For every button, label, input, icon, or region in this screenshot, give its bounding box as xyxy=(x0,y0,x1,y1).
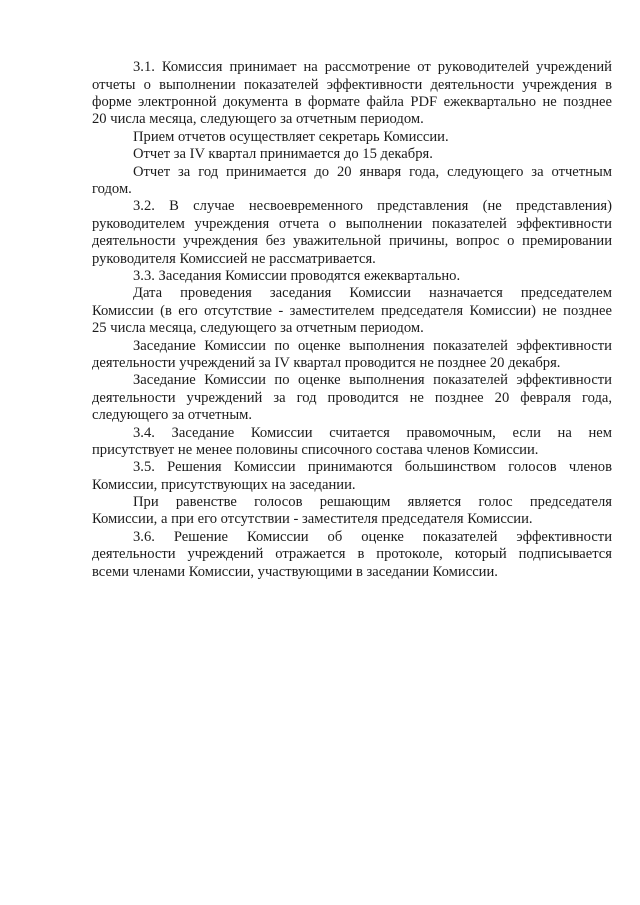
report-receipt-paragraph xyxy=(92,129,612,146)
text-line: 3.5. Решения Комиссии принимаются большинством голосов членов xyxy=(133,459,612,476)
tie-vote-paragraph xyxy=(92,494,612,529)
annual-meeting-paragraph xyxy=(92,372,612,424)
text-line: руководителя Комиссией не рассматривается. xyxy=(92,250,376,267)
text-line: Заседание Комиссии по оценке выполнения показателей эффективности xyxy=(133,337,612,354)
annual-report-deadline-paragraph xyxy=(92,164,612,199)
text-line: Комиссии (в его отсутствие - заместителем председателя Комиссии) не позднее xyxy=(92,302,612,319)
text-line: Комиссии, а при его отсутствии - заместителя председателя Комиссии. xyxy=(92,511,533,528)
text-line: 3.4. Заседание Комиссии считается правомочным, если на нем xyxy=(133,424,612,441)
clause-3-2-paragraph xyxy=(92,198,612,268)
text-line: Дата проведения заседания Комиссии назначается председателем xyxy=(133,285,612,302)
text-line: годом. xyxy=(92,181,132,198)
text-line: форме электронной документа в формате файла PDF ежеквартально не позднее xyxy=(92,94,612,111)
text-line: следующего за отчетным. xyxy=(92,407,253,424)
document-body xyxy=(92,59,612,581)
text-line: 3.1. Комиссия принимает на рассмотрение от руководителей учреждений xyxy=(133,59,612,76)
text-line: Отчет за IV квартал принимается до 15 декабря. xyxy=(133,146,433,163)
clause-3-6-paragraph xyxy=(92,529,612,581)
clause-3-5-paragraph xyxy=(92,459,612,494)
text-line: 3.6. Решение Комиссии об оценке показателей эффективности xyxy=(133,528,612,545)
text-line: всеми членами Комиссии, участвующими в заседании Комиссии. xyxy=(92,563,498,580)
text-line: 20 числа месяца, следующего за отчетным периодом. xyxy=(92,111,424,128)
q4-report-deadline-paragraph xyxy=(92,146,612,163)
text-line: деятельности учреждений отражается в протоколе, который подписывается xyxy=(92,546,612,563)
text-line: деятельности учреждения без уважительной причины, вопрос о премировании xyxy=(92,233,612,250)
text-line: деятельности учреждений за IV квартал проводится не позднее 20 декабря. xyxy=(92,354,561,371)
text-line: руководителем учреждения отчета о выполнении показателей эффективности xyxy=(92,215,612,232)
text-line: отчеты о выполнении показателей эффективности деятельности учреждения в xyxy=(92,76,612,93)
text-line: Комиссии, присутствующих на заседании. xyxy=(92,476,356,493)
clause-3-1-paragraph xyxy=(92,59,612,129)
text-line: 3.2. В случае несвоевременного представления (не представления) xyxy=(133,198,612,215)
text-line: 3.3. Заседания Комиссии проводятся ежеквартально. xyxy=(133,267,461,284)
text-line: Отчет за год принимается до 20 января года, следующего за отчетным xyxy=(133,163,612,180)
text-line: Прием отчетов осуществляет секретарь Комиссии. xyxy=(133,128,449,145)
text-line: Заседание Комиссии по оценке выполнения показателей эффективности xyxy=(133,372,612,389)
clause-3-4-paragraph xyxy=(92,425,612,460)
text-line: 25 числа месяца, следующего за отчетным периодом. xyxy=(92,320,424,337)
meeting-date-paragraph xyxy=(92,285,612,337)
q4-meeting-paragraph xyxy=(92,338,612,373)
text-line: деятельности учреждений за год проводится не позднее 20 февраля года, xyxy=(92,389,612,406)
text-line: При равенстве голосов решающим является голос председателя xyxy=(133,494,612,511)
clause-3-3-paragraph xyxy=(92,268,612,285)
text-line: присутствует не менее половины списочного состава членов Комиссии. xyxy=(92,441,539,458)
